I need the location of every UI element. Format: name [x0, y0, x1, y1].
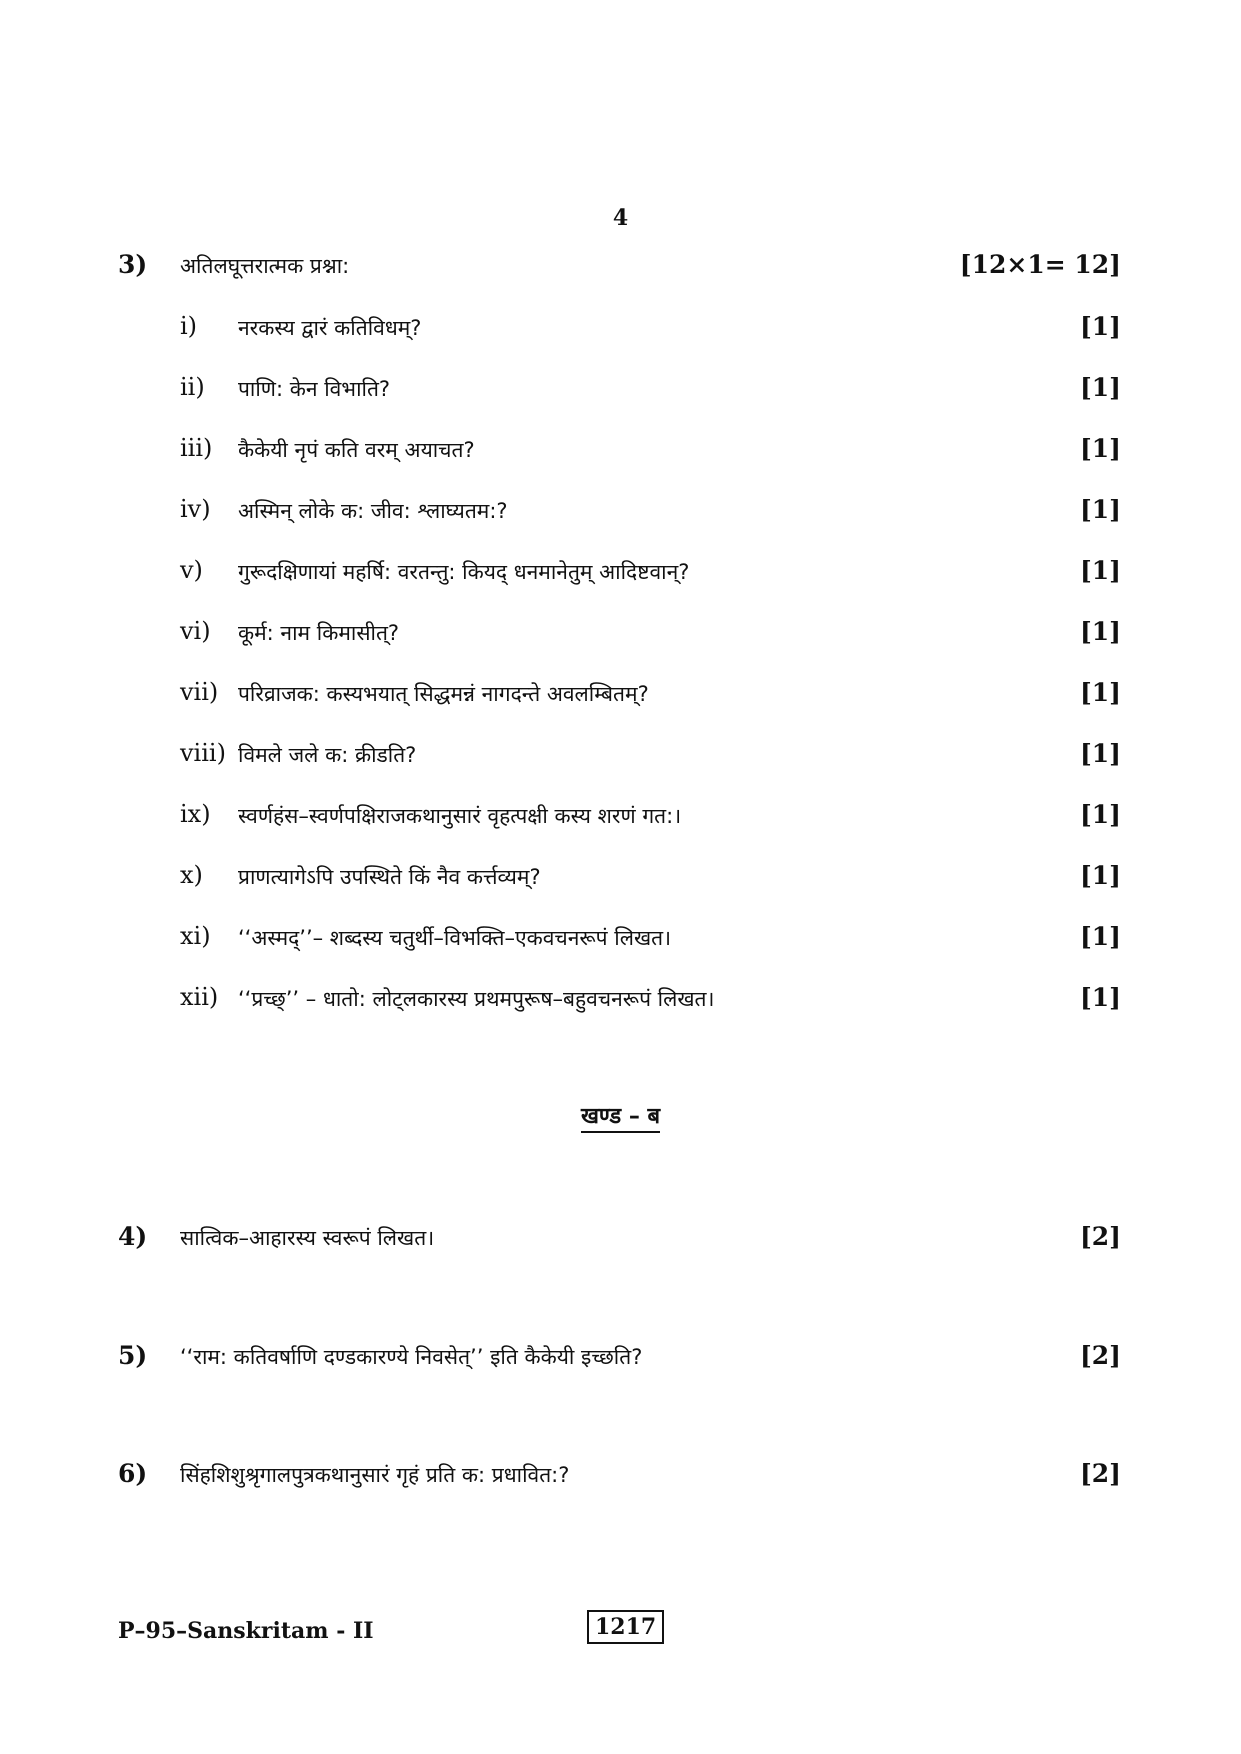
question-marks: [2] — [1079, 1341, 1121, 1370]
sub-question — [0, 556, 1241, 596]
sub-question-marks: [1] — [1079, 495, 1121, 524]
question — [0, 1459, 1241, 1499]
sub-question-number: i) — [180, 312, 198, 340]
sub-question — [0, 617, 1241, 657]
sub-question-text: ‘‘अस्मद्’’– शब्दस्य चतुर्थी–विभक्ति–एकवचनरूपं लिखत। — [238, 926, 672, 950]
sub-question — [0, 434, 1241, 474]
question — [0, 1341, 1241, 1381]
sub-question — [0, 739, 1241, 779]
sub-question-text: प्राणत्यागेऽपि उपस्थिते किं नैव कर्त्तव्यम्? — [238, 865, 541, 889]
sub-question-number: vii) — [180, 678, 219, 706]
sub-question-marks: [1] — [1079, 800, 1121, 829]
sub-question-text: गुरूदक्षिणायां महर्षि: वरतन्तु: कियद् धनमानेतुम् आदिष्टवान्? — [238, 560, 690, 584]
sub-question-marks: [1] — [1079, 434, 1121, 463]
sub-question-number: v) — [180, 556, 203, 584]
sub-question — [0, 495, 1241, 535]
sub-question-text: कूर्म: नाम किमासीत्? — [238, 621, 400, 645]
question-title: अतिलघूत्तरात्मक प्रश्ना: — [180, 254, 350, 278]
sub-question — [0, 312, 1241, 352]
sub-question-number: x) — [180, 861, 203, 889]
sub-question-text: अस्मिन् लोके क: जीव: श्लाघ्यतम:? — [238, 499, 508, 523]
sub-question-text: नरकस्य द्वारं कतिविधम्? — [238, 316, 422, 340]
sub-question-marks: [1] — [1079, 556, 1121, 585]
sub-question-number: viii) — [180, 739, 226, 767]
sub-question-marks: [1] — [1079, 373, 1121, 402]
sub-question-marks: [1] — [1079, 922, 1121, 951]
sub-question-marks: [1] — [1079, 617, 1121, 646]
sub-question-marks: [1] — [1079, 312, 1121, 341]
sub-question-text: स्वर्णहंस–स्वर्णपक्षिराजकथानुसारं वृहत्पक्षी कस्य शरणं गत:। — [238, 804, 682, 828]
question-3-header — [0, 250, 1241, 290]
sub-question-text: कैकेयी नृपं कति वरम् अयाचत? — [238, 438, 475, 462]
sub-question-text: परिव्राजक: कस्यभयात् सिद्धमन्नं नागदन्ते अवलम्बितम्? — [238, 682, 649, 706]
question-text: ‘‘राम: कतिवर्षाणि दण्डकारण्ये निवसेत्’’ इति कैकेयी इच्छति? — [180, 1345, 643, 1369]
sub-question — [0, 373, 1241, 413]
section-heading — [0, 1100, 1241, 1130]
question-number: 3) — [118, 250, 148, 279]
sub-question-number: vi) — [180, 617, 211, 645]
sub-question-text: ‘‘प्रच्छ्’’ – धातो: लोट्लकारस्य प्रथमपुरूष–बहुवचनरूपं लिखत। — [238, 987, 715, 1011]
page-code-box: 1217 — [587, 1610, 664, 1644]
question-number: 6) — [118, 1459, 148, 1488]
section-heading-text: खण्ड – ब — [581, 1104, 660, 1133]
paper-code: P–95–Sanskritam - II — [118, 1618, 374, 1644]
sub-question-marks: [1] — [1079, 739, 1121, 768]
sub-question-number: iv) — [180, 495, 211, 523]
sub-question-text: विमले जले क: क्रीडति? — [238, 743, 417, 767]
sub-question-number: iii) — [180, 434, 213, 462]
question-text: सात्विक–आहारस्य स्वरूपं लिखत। — [180, 1226, 435, 1250]
question-number: 4) — [118, 1222, 148, 1251]
sub-question-text: पाणि: केन विभाति? — [238, 377, 391, 401]
question-marks: [2] — [1079, 1222, 1121, 1251]
sub-question-marks: [1] — [1079, 983, 1121, 1012]
sub-question — [0, 861, 1241, 901]
sub-question — [0, 922, 1241, 962]
question-text: सिंहशिशुश्रृगालपुत्रकथानुसारं गृहं प्रति क: प्रधावित:? — [180, 1463, 570, 1487]
sub-question-number: ii) — [180, 373, 205, 401]
question-marks: [12×1= 12] — [959, 250, 1121, 279]
question — [0, 1222, 1241, 1262]
sub-question-number: xi) — [180, 922, 211, 950]
sub-question-marks: [1] — [1079, 678, 1121, 707]
question-number: 5) — [118, 1341, 148, 1370]
sub-question-marks: [1] — [1079, 861, 1121, 890]
page-number: 4 — [612, 205, 629, 231]
sub-question — [0, 678, 1241, 718]
sub-question — [0, 800, 1241, 840]
sub-question — [0, 983, 1241, 1023]
sub-question-number: xii) — [180, 983, 219, 1011]
sub-question-number: ix) — [180, 800, 211, 828]
question-marks: [2] — [1079, 1459, 1121, 1488]
